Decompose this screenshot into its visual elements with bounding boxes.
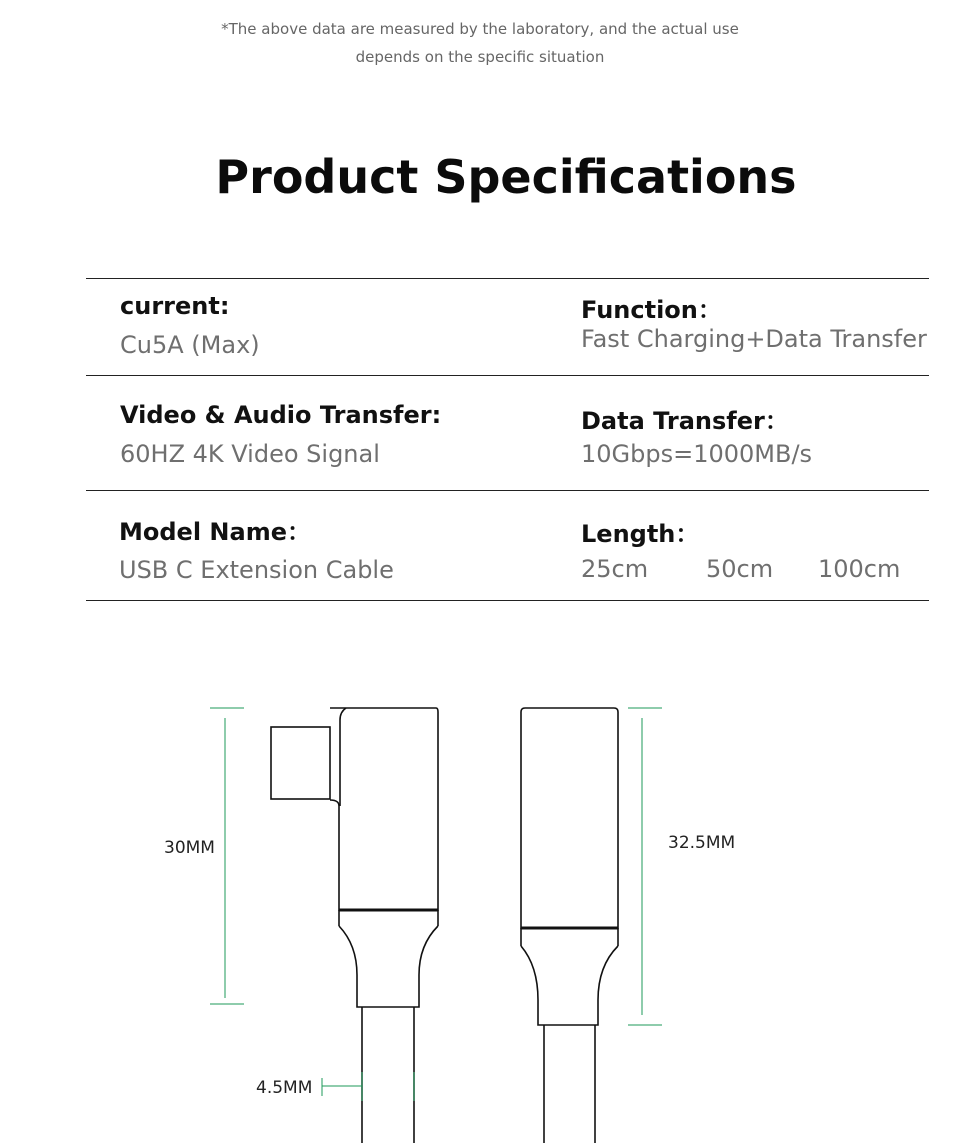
straight-connector-outline: [521, 708, 618, 1143]
spec-value-data-transfer: 10Gbps=1000MB/s: [581, 440, 813, 468]
dimension-label-30mm: 30MM: [164, 838, 215, 858]
spec-value-function: Fast Charging+Data Transfer: [581, 325, 927, 353]
spec-label-current: current:: [120, 292, 230, 320]
spec-label-model-name: Model Name：: [119, 518, 311, 546]
spec-label-data-transfer: Data Transfer：: [581, 407, 789, 435]
disclaimer-line-1: *The above data are measured by the laboratory, and the actual use: [221, 20, 739, 38]
length-option-50cm: 50cm: [706, 555, 774, 583]
dimension-label-32-5mm: 32.5MM: [668, 833, 736, 853]
length-option-25cm: 25cm: [581, 555, 649, 583]
page-title: Product Specifications: [215, 150, 797, 204]
spec-label-video-audio: Video & Audio Transfer:: [120, 401, 442, 429]
disclaimer-line-2: depends on the specific situation: [355, 48, 605, 66]
spec-value-video-audio: 60HZ 4K Video Signal: [120, 440, 380, 468]
spec-value-current: Cu5A (Max): [120, 331, 260, 359]
dimension-label-4-5mm: 4.5MM: [256, 1078, 313, 1098]
spec-value-model-name: USB C Extension Cable: [119, 556, 394, 584]
spec-label-length: Length：: [581, 520, 700, 548]
length-option-100cm: 100cm: [818, 555, 901, 583]
spec-label-function: Function：: [581, 296, 722, 324]
